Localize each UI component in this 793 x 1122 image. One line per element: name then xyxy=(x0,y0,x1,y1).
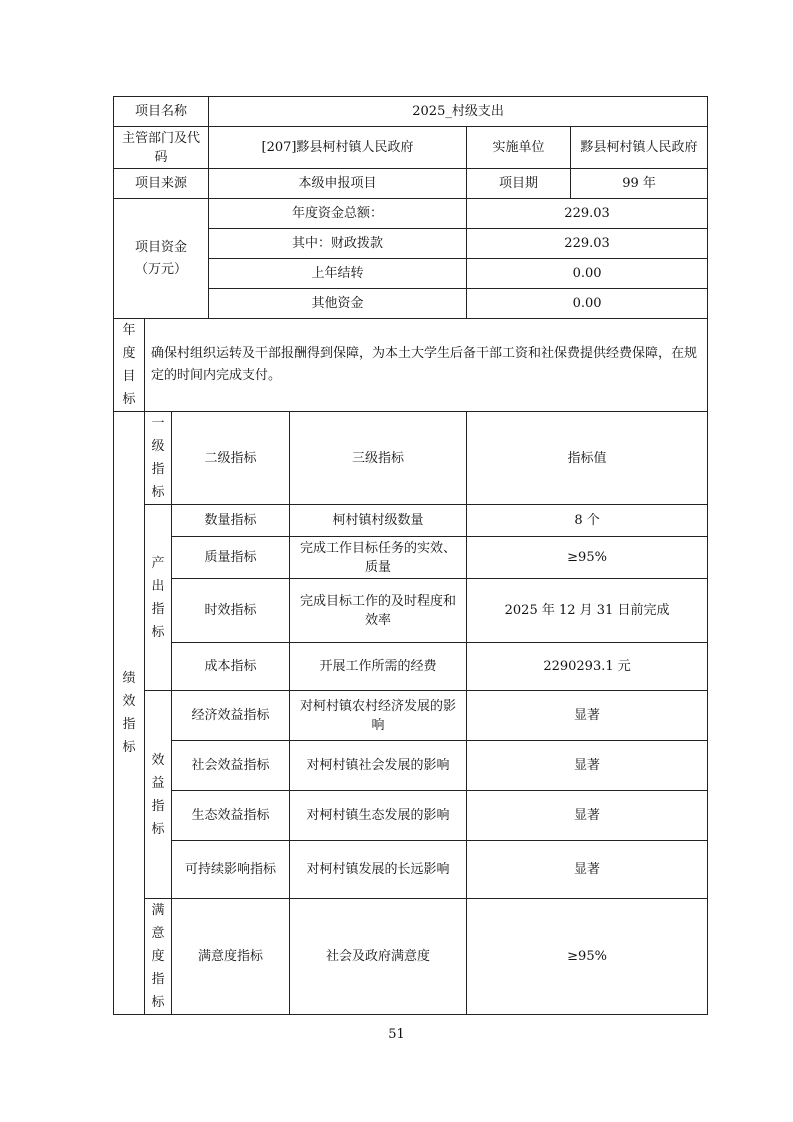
indicator-level3: 社会及政府满意度 xyxy=(290,899,467,1015)
output-indicator-label: 产出指标 xyxy=(145,505,172,691)
funds-carryover-value: 0.00 xyxy=(467,259,708,289)
indicator-level2: 满意度指标 xyxy=(172,899,290,1015)
indicator-value: 显著 xyxy=(467,741,708,791)
performance-target-table xyxy=(113,96,708,1015)
header-level1: 一级指标 xyxy=(145,412,172,505)
project-source-label: 项目来源 xyxy=(114,169,209,199)
table-row xyxy=(114,537,708,579)
performance-indicator-label: 绩效指标 xyxy=(114,412,145,1015)
department-row xyxy=(114,127,708,169)
indicator-level2: 可持续影响指标 xyxy=(172,841,290,899)
table-row xyxy=(114,899,708,1015)
table-row xyxy=(114,741,708,791)
project-period-label: 项目期 xyxy=(467,169,571,199)
indicator-value: ≥95% xyxy=(467,899,708,1015)
table-row xyxy=(114,791,708,841)
indicator-level2: 生态效益指标 xyxy=(172,791,290,841)
funds-label: 项目资金 （万元） xyxy=(114,199,209,319)
table-row xyxy=(114,505,708,537)
indicator-value: 2025 年 12 月 31 日前完成 xyxy=(467,579,708,643)
indicator-level3: 对柯村镇社会发展的影响 xyxy=(290,741,467,791)
funds-fiscal-label: 其中：财政拨款 xyxy=(209,229,467,259)
funds-total-label: 年度资金总额： xyxy=(209,199,467,229)
implementing-unit-value: 黟县柯村镇人民政府 xyxy=(571,127,708,169)
indicator-level2: 质量指标 xyxy=(172,537,290,579)
table-row xyxy=(114,841,708,899)
indicator-level3: 对柯村镇生态发展的影响 xyxy=(290,791,467,841)
annual-goal-text: 确保村组织运转及干部报酬得到保障，为本土大学生后备干部工资和社保费提供经费保障，在规定的时间内完成支付。 xyxy=(145,319,708,412)
indicator-value: 显著 xyxy=(467,841,708,899)
indicator-value: 显著 xyxy=(467,691,708,741)
project-name-value: 2025_村级支出 xyxy=(209,97,708,127)
indicator-level2: 成本指标 xyxy=(172,643,290,691)
source-row xyxy=(114,169,708,199)
funds-fiscal-value: 229.03 xyxy=(467,229,708,259)
table-row xyxy=(114,579,708,643)
satisfaction-indicator-label: 满意度指标 xyxy=(145,899,172,1015)
funds-other-value: 0.00 xyxy=(467,289,708,319)
project-name-row xyxy=(114,97,708,127)
indicator-value: 显著 xyxy=(467,791,708,841)
annual-goal-label: 年度目标 xyxy=(114,319,145,412)
indicator-value: ≥95% xyxy=(467,537,708,579)
indicator-level3: 完成工作目标任务的实效、质量 xyxy=(290,537,467,579)
indicator-header-row xyxy=(114,412,708,505)
header-value: 指标值 xyxy=(467,412,708,505)
department-value: [207]黟县柯村镇人民政府 xyxy=(209,127,467,169)
indicator-level2: 社会效益指标 xyxy=(172,741,290,791)
funds-carryover-label: 上年结转 xyxy=(209,259,467,289)
project-period-value: 99 年 xyxy=(571,169,708,199)
header-level2: 二级指标 xyxy=(172,412,290,505)
funds-other-label: 其他资金 xyxy=(209,289,467,319)
table-row xyxy=(114,643,708,691)
indicator-level3: 对柯村镇发展的长远影响 xyxy=(290,841,467,899)
header-level3: 三级指标 xyxy=(290,412,467,505)
page-number: 51 xyxy=(388,1027,405,1042)
indicator-level3: 完成目标工作的及时程度和效率 xyxy=(290,579,467,643)
indicator-level2: 数量指标 xyxy=(172,505,290,537)
benefit-indicator-label: 效益指标 xyxy=(145,691,172,899)
project-name-label: 项目名称 xyxy=(114,97,209,127)
indicator-level3: 柯村镇村级数量 xyxy=(290,505,467,537)
funds-total-value: 229.03 xyxy=(467,199,708,229)
project-source-value: 本级申报项目 xyxy=(209,169,467,199)
implementing-unit-label: 实施单位 xyxy=(467,127,571,169)
indicator-value: 2290293.1 元 xyxy=(467,643,708,691)
annual-goal-row xyxy=(114,319,708,412)
indicator-level3: 开展工作所需的经费 xyxy=(290,643,467,691)
funds-row xyxy=(114,199,708,229)
indicator-level2: 时效指标 xyxy=(172,579,290,643)
indicator-value: 8 个 xyxy=(467,505,708,537)
indicator-level3: 对柯村镇农村经济发展的影响 xyxy=(290,691,467,741)
table-row xyxy=(114,691,708,741)
department-label: 主管部门及代码 xyxy=(114,127,209,169)
indicator-level2: 经济效益指标 xyxy=(172,691,290,741)
